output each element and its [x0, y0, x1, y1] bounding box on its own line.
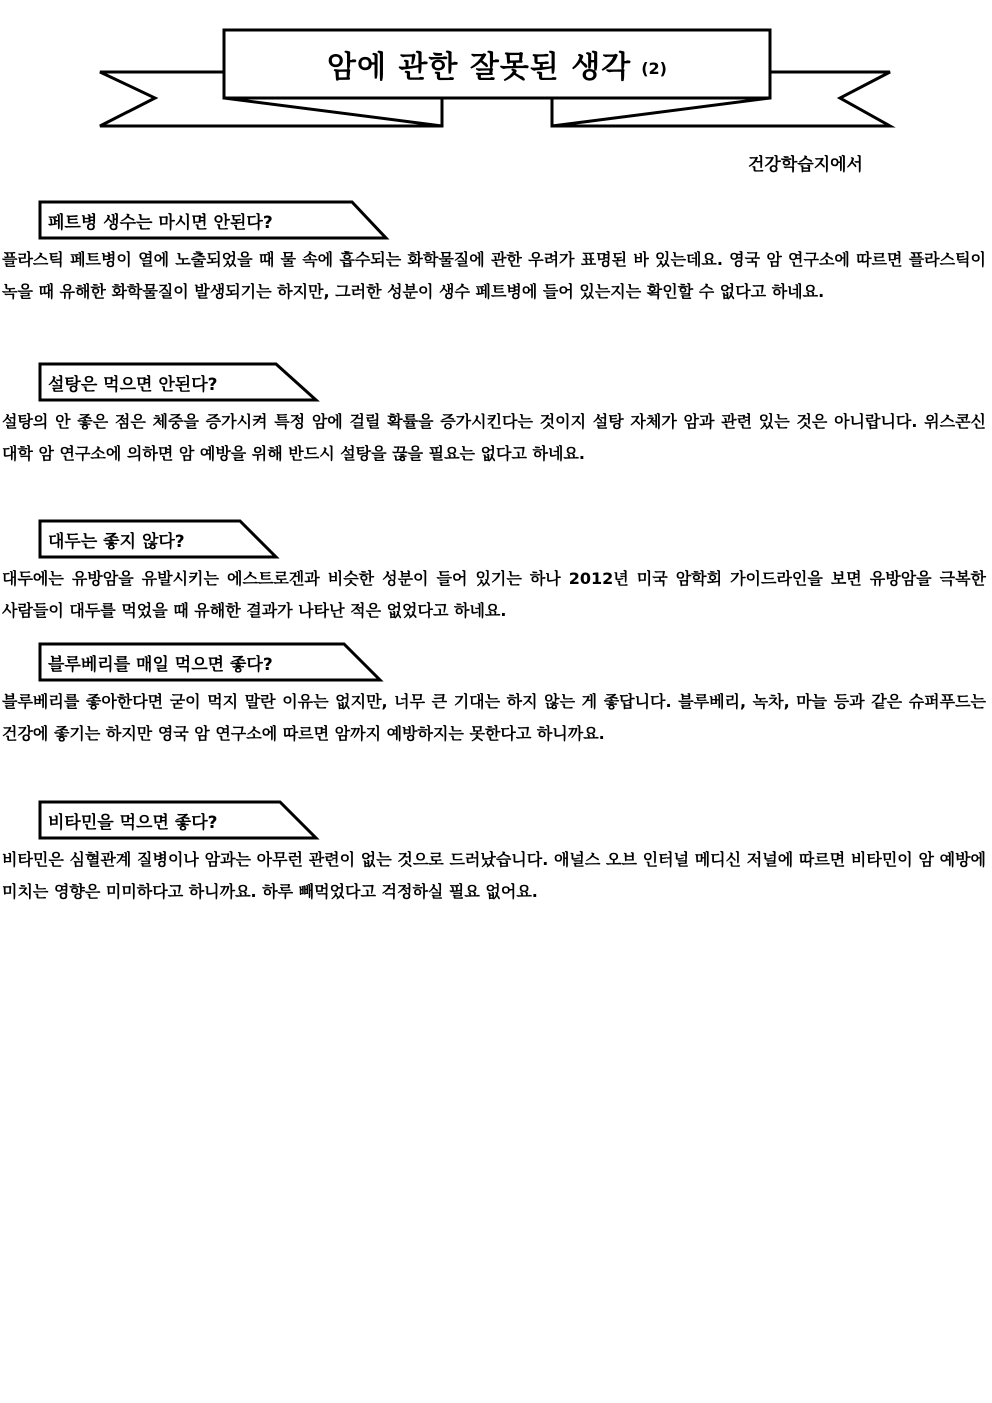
section-body: 블루베리를 좋아한다면 굳이 먹지 말란 이유는 없지만, 너무 큰 기대는 하지 않는 게 좋답니다. 블루베리, 녹차, 마늘 등과 같은 슈퍼푸드는 건강에 좋기는 하지만 영국 암 연구소에 따르면 암까지 예방하지는 못한다고 하니까요.	[2, 692, 986, 743]
section-body: 플라스틱 페트병이 열에 노출되었을 때 물 속에 흡수되는 화학물질에 관한 우려가 표명된 바 있는데요. 영국 암 연구소에 따르면 플라스틱이 녹을 때 유해한 화학물질이 발생되기는 하지만, 그러한 성분이 생수 페트병에 들어 있는지는 확인할 수 없다고 하네요.	[2, 250, 986, 301]
section-heading-text: 비타민을 먹으면 좋다?	[48, 813, 218, 833]
section-heading	[0, 517, 992, 563]
section-heading-text: 페트병 생수는 마시면 안된다?	[48, 213, 273, 233]
section-heading	[0, 798, 992, 844]
section-body: 설탕의 안 좋은 점은 체중을 증가시켜 특정 암에 걸릴 확률을 증가시킨다는 것이지 설탕 자체가 암과 관련 있는 것은 아니랍니다. 위스콘신 대학 암 연구소에 의하면 암 예방을 위해 반드시 설탕을 끊을 필요는 없다고 하네요.	[2, 412, 986, 463]
section-heading-text: 설탕은 먹으면 안된다?	[48, 375, 218, 395]
section-body: 비타민은 심혈관계 질병이나 암과는 아무런 관련이 없는 것으로 드러났습니다. 애널스 오브 인터널 메디신 저널에 따르면 비타민이 암 예방에 미치는 영향은 미미하다고 하니까요. 하루 빼먹었다고 걱정하실 필요 없어요.	[2, 850, 986, 901]
page-title-part: (2)	[641, 58, 667, 78]
section-heading-text: 대두는 좋지 않다?	[48, 532, 185, 552]
page-title: 암에 관한 잘못된 생각	[327, 50, 632, 85]
section-pet-bottle	[0, 198, 992, 308]
section-soybean	[0, 517, 992, 627]
section-vitamin	[0, 798, 992, 908]
section-heading	[0, 640, 992, 686]
source-credit: 건강학습지에서	[748, 155, 863, 175]
section-heading-text: 블루베리를 매일 먹으면 좋다?	[48, 655, 273, 675]
section-heading	[0, 198, 992, 244]
section-sugar	[0, 360, 992, 470]
section-heading	[0, 360, 992, 406]
section-blueberry	[0, 640, 992, 750]
section-body: 대두에는 유방암을 유발시키는 에스트로겐과 비슷한 성분이 들어 있기는 하나 2012년 미국 암학회 가이드라인을 보면 유방암을 극복한 사람들이 대두를 먹었을 때 유해한 결과가 나타난 적은 없었다고 하네요.	[2, 569, 986, 620]
title-area	[224, 30, 770, 98]
